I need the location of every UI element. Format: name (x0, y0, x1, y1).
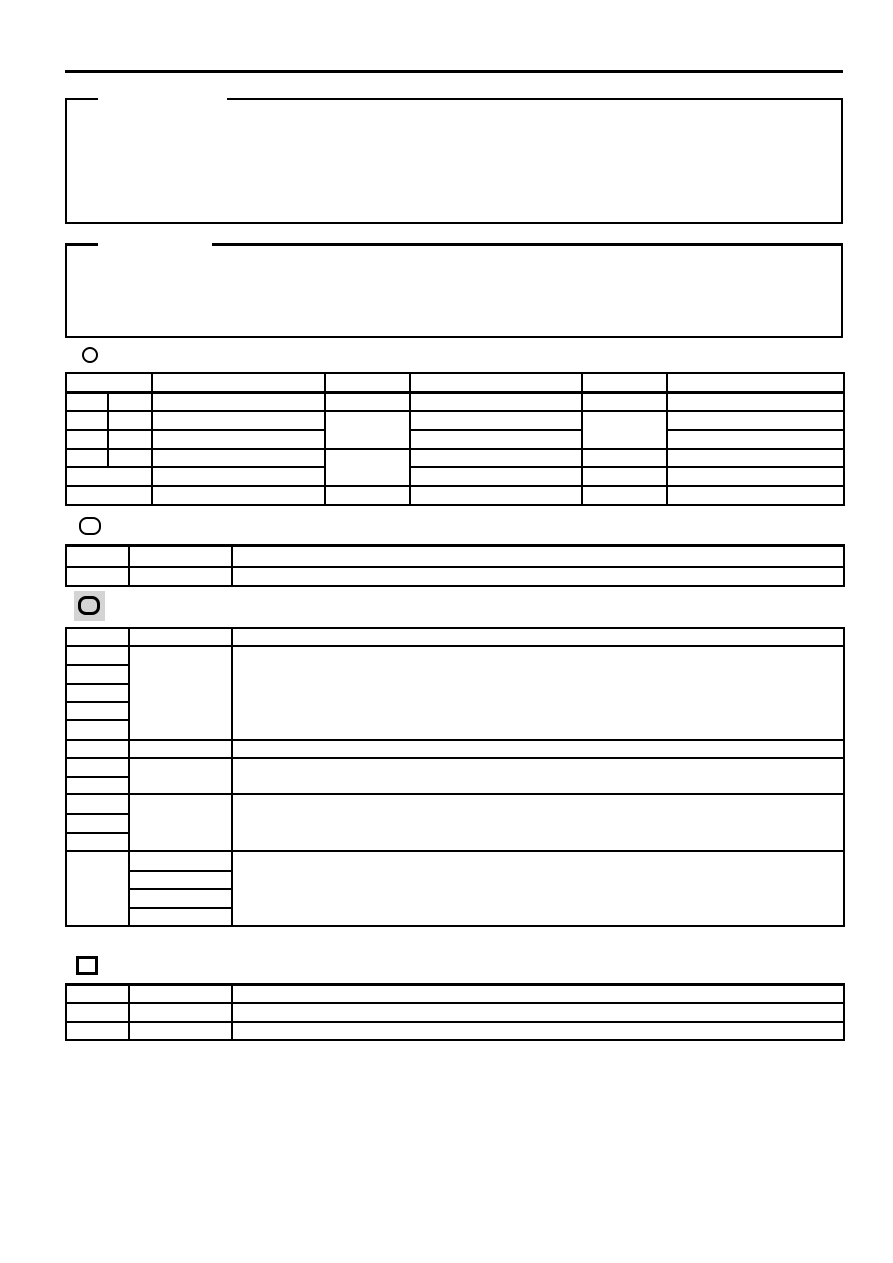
cell (410, 392, 582, 411)
table-row (66, 449, 844, 467)
cell (66, 546, 129, 567)
cell (108, 411, 152, 430)
cell (410, 486, 582, 505)
cell (66, 1022, 129, 1040)
cell (232, 794, 844, 851)
cell (667, 430, 844, 449)
cell (152, 430, 325, 449)
cell (325, 449, 410, 486)
cell (129, 1022, 232, 1040)
cell (152, 392, 325, 411)
cell (66, 758, 129, 777)
cell (129, 758, 232, 794)
cell (232, 628, 844, 646)
cell (66, 467, 152, 486)
square-icon (76, 956, 98, 975)
note-box-1-title-notch (98, 98, 227, 100)
table-row (66, 392, 844, 411)
stadium-gray-outline (78, 596, 100, 615)
table-3 (65, 627, 845, 927)
cell (66, 486, 152, 505)
cell (232, 851, 844, 926)
cell (410, 449, 582, 467)
table-row (66, 486, 844, 505)
cell (129, 871, 232, 889)
cell (66, 833, 129, 851)
cell (410, 411, 582, 430)
cell (129, 889, 232, 908)
cell (129, 567, 232, 586)
cell (66, 430, 108, 449)
cell (66, 985, 129, 1003)
cell (66, 720, 129, 740)
cell (66, 740, 129, 758)
table-row (66, 628, 844, 646)
cell (232, 758, 844, 794)
cell (129, 546, 232, 567)
cell (667, 373, 844, 392)
cell (232, 1003, 844, 1022)
table-row (66, 794, 844, 814)
cell (582, 392, 667, 411)
cell (129, 794, 232, 851)
table-1 (65, 372, 845, 506)
cell (582, 373, 667, 392)
table-row (66, 373, 844, 392)
cell (582, 486, 667, 505)
cell (129, 1003, 232, 1022)
table-row (66, 740, 844, 758)
table-row (66, 467, 844, 486)
cell (667, 449, 844, 467)
cell (66, 392, 108, 411)
cell (232, 567, 844, 586)
cell (66, 702, 129, 720)
cell (66, 851, 129, 926)
cell (66, 814, 129, 833)
stadium-icon (79, 517, 101, 535)
cell (410, 467, 582, 486)
cell (582, 411, 667, 449)
table-2 (65, 544, 845, 587)
cell (129, 985, 232, 1003)
circle-icon (82, 347, 98, 363)
cell (66, 411, 108, 430)
cell (152, 486, 325, 505)
cell (232, 546, 844, 567)
table-row (66, 411, 844, 430)
note-box-2 (65, 243, 843, 338)
table-row (66, 851, 844, 871)
cell (129, 851, 232, 871)
cell (66, 628, 129, 646)
cell (667, 486, 844, 505)
cell (325, 486, 410, 505)
top-rule (65, 70, 843, 73)
table-row (66, 567, 844, 586)
cell (66, 373, 152, 392)
cell (66, 567, 129, 586)
cell (108, 449, 152, 467)
table-row (66, 546, 844, 567)
table-row (66, 985, 844, 1003)
cell (667, 467, 844, 486)
cell (582, 449, 667, 467)
cell (129, 908, 232, 926)
cell (66, 646, 129, 665)
cell (667, 392, 844, 411)
cell (667, 411, 844, 430)
cell (108, 392, 152, 411)
cell (66, 449, 108, 467)
cell (325, 411, 410, 449)
note-box-1 (65, 98, 843, 224)
table-row (66, 758, 844, 777)
cell (152, 449, 325, 467)
cell (232, 740, 844, 758)
cell (582, 467, 667, 486)
cell (232, 646, 844, 740)
table-row (66, 1022, 844, 1040)
note-box-2-title-notch (98, 243, 212, 246)
cell (129, 628, 232, 646)
cell (152, 411, 325, 430)
cell (232, 1022, 844, 1040)
cell (152, 467, 325, 486)
table-row (66, 430, 844, 449)
table-4 (65, 983, 845, 1041)
cell (410, 373, 582, 392)
cell (66, 794, 129, 814)
cell (66, 665, 129, 684)
cell (152, 373, 325, 392)
cell (108, 430, 152, 449)
cell (129, 646, 232, 740)
cell (325, 392, 410, 411)
cell (325, 373, 410, 392)
cell (129, 740, 232, 758)
table-row (66, 646, 844, 665)
stadium-gray-icon (74, 591, 105, 621)
table-row (66, 1003, 844, 1022)
cell (66, 777, 129, 794)
cell (232, 985, 844, 1003)
cell (410, 430, 582, 449)
cell (66, 1003, 129, 1022)
cell (66, 684, 129, 702)
